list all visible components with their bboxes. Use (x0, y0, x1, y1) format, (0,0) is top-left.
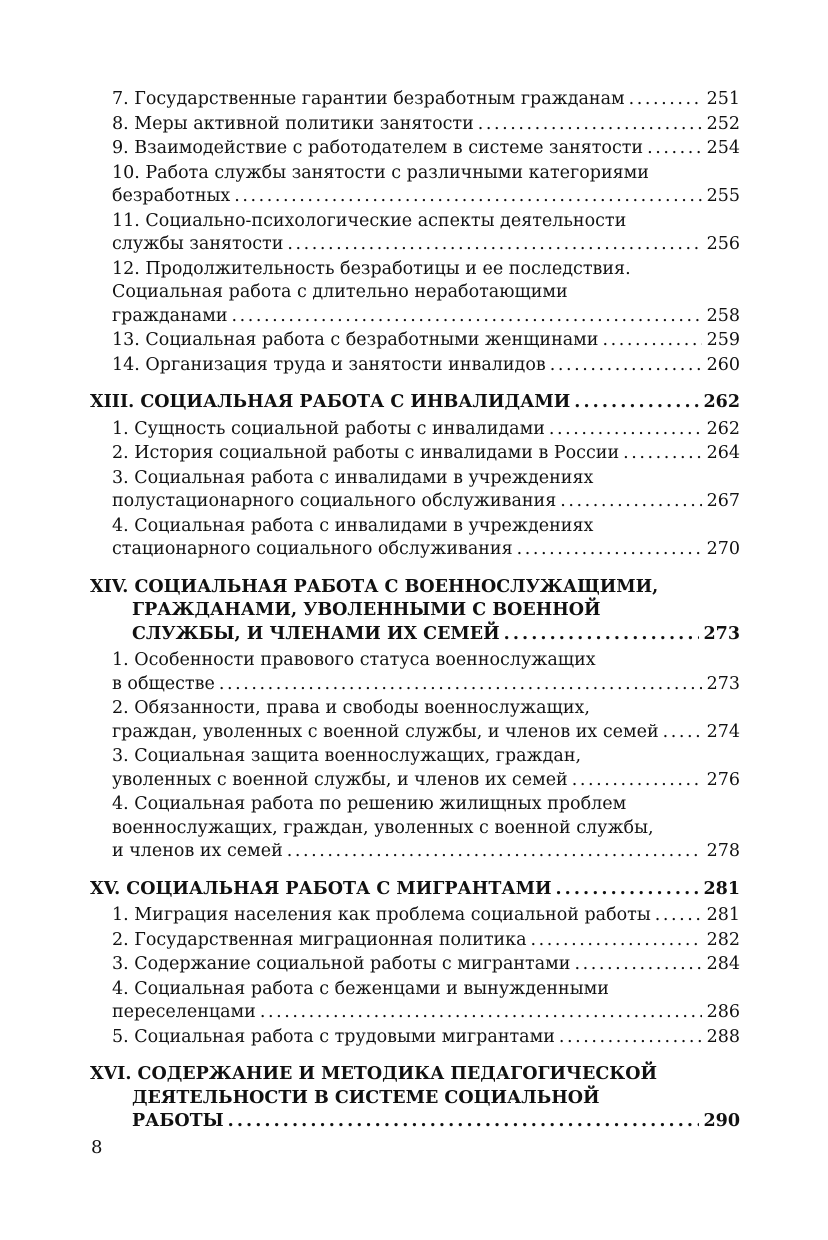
page-ref: 254 (706, 138, 740, 158)
toc-line (112, 1001, 740, 1025)
chapter-heading (90, 1063, 740, 1134)
toc-entry (90, 793, 740, 864)
dot-leader (549, 418, 702, 442)
dot-leader (478, 113, 702, 137)
dot-leader (228, 1110, 700, 1134)
toc-entry (90, 354, 740, 378)
toc-line (112, 929, 740, 953)
dot-leader (556, 878, 700, 902)
page-ref: 262 (706, 418, 740, 439)
dot-leader (232, 305, 703, 329)
dot-leader (260, 1001, 702, 1025)
toc-line (112, 490, 740, 514)
dot-leader (602, 329, 702, 353)
toc-line (112, 953, 740, 977)
toc-line (112, 137, 740, 161)
entry-title: XV. СОЦИАЛЬНАЯ РАБОТА С МИГРАНТАМИ (90, 878, 552, 899)
entry-title: 2. Государственная миграционная политика (112, 929, 527, 950)
toc-line (112, 113, 740, 137)
dot-leader (623, 442, 702, 466)
entry-title: 11. Социально-психологические аспекты деятельности (112, 210, 627, 231)
page-ref: 278 (706, 841, 740, 861)
toc-entry (90, 467, 740, 514)
dot-leader (663, 721, 702, 745)
entry-title: переселенцами (112, 1002, 256, 1022)
entry-title: стационарного социального обслуживания (112, 539, 513, 559)
toc-entry (90, 978, 740, 1025)
table-of-contents (90, 88, 740, 1148)
page-ref: 276 (706, 769, 740, 790)
toc-line (112, 185, 740, 209)
toc-line (112, 538, 740, 562)
page-ref: 281 (703, 878, 740, 899)
dot-leader (572, 769, 702, 793)
entry-title: в обществе (112, 673, 215, 694)
entry-title: 3. Содержание социальной работы с мигрантами (112, 954, 571, 974)
entry-title: 12. Продолжительность безработицы и ее последствия. (112, 258, 631, 279)
toc-line (90, 391, 740, 415)
toc-line (112, 721, 740, 745)
toc-entry (90, 162, 740, 209)
toc-line (112, 233, 740, 257)
toc-entry (90, 210, 740, 257)
entry-title: 1. Особенности правового статуса военнослужащих (112, 650, 596, 670)
dot-leader (504, 623, 700, 647)
page-ref: 274 (706, 721, 740, 742)
entry-title: 1. Сущность социальной работы с инвалидами (112, 418, 545, 439)
toc-entry (90, 745, 740, 792)
entry-title: 1. Миграция населения как проблема социальной работы (112, 905, 651, 925)
dot-leader (550, 354, 702, 378)
dot-leader (531, 929, 702, 953)
page-ref: 273 (706, 673, 740, 694)
chapter-heading (90, 576, 740, 647)
toc-entry (90, 649, 740, 696)
entry-title: 2. История социальной работы с инвалидами в России (112, 443, 620, 463)
entry-title: XIII. СОЦИАЛЬНАЯ РАБОТА С ИНВАЛИДАМИ (90, 392, 571, 412)
dot-leader (560, 490, 702, 514)
toc-entry (90, 929, 740, 953)
toc-entry (90, 1026, 740, 1050)
page-ref: 282 (706, 929, 740, 950)
entry-title: службы занятости (112, 234, 284, 254)
page-ref: 273 (703, 623, 740, 644)
entry-title: гражданами (112, 305, 228, 326)
page-ref: 288 (706, 1026, 740, 1047)
entry-title: 5. Социальная работа с трудовыми мигрантами (112, 1026, 555, 1047)
dot-leader (574, 953, 702, 977)
toc-line (112, 305, 740, 329)
entry-title: 4. Социальная работа с инвалидами в учреждениях (112, 515, 594, 536)
dot-leader (234, 185, 702, 209)
toc-entry (90, 258, 740, 329)
page-ref: 259 (706, 330, 740, 350)
toc-section (90, 88, 740, 377)
page-ref: 258 (706, 305, 740, 326)
toc-line (112, 840, 740, 864)
entry-title: 14. Организация труда и занятости инвалидов (112, 354, 546, 375)
toc-line (112, 769, 740, 793)
entry-title: 2. Обязанности, права и свободы военнослужащих, (112, 698, 590, 718)
toc-entry (90, 515, 740, 562)
entry-title: военнослужащих, граждан, уволенных с военной службы, (112, 817, 654, 838)
toc-chapter-chapter16 (90, 1063, 740, 1134)
toc-entry (90, 137, 740, 161)
toc-line (112, 354, 740, 378)
entry-title: Социальная работа с длительно неработающими (112, 282, 568, 302)
entry-title: РАБОТЫ (132, 1111, 224, 1131)
entry-title: 9. Взаимодействие с работодателем в системе занятости (112, 138, 644, 158)
toc-entry (90, 113, 740, 137)
entry-title: 4. Социальная работа по решению жилищных проблем (112, 794, 627, 814)
page-ref: 267 (706, 491, 740, 511)
toc-line (90, 878, 740, 902)
dot-leader (219, 673, 702, 697)
toc-entry (90, 697, 740, 744)
entry-title: 3. Социальная защита военнослужащих, граждан, (112, 746, 582, 766)
entry-title: 8. Меры активной политики занятости (112, 113, 474, 134)
entry-title: 4. Социальная работа с беженцами и вынужденными (112, 978, 609, 999)
entry-title: ДЕЯТЕЛЬНОСТИ В СИСТЕМЕ СОЦИАЛЬНОЙ (132, 1087, 600, 1108)
entry-title: ГРАЖДАНАМИ, УВОЛЕННЫМИ С ВОЕННОЙ (132, 600, 601, 620)
toc-entry (90, 953, 740, 977)
page-ref: 270 (706, 539, 740, 559)
page-ref: 290 (703, 1111, 740, 1131)
entry-title: СЛУЖБЫ, И ЧЛЕНАМИ ИХ СЕМЕЙ (132, 623, 500, 644)
toc-line (90, 1110, 740, 1134)
page-ref: 286 (706, 1002, 740, 1022)
dot-leader (629, 88, 702, 112)
toc-line (112, 418, 740, 442)
page-ref: 251 (706, 89, 740, 109)
toc-line (112, 88, 740, 112)
page-ref: 260 (706, 354, 740, 375)
page-ref: 264 (706, 443, 740, 463)
page-ref: 256 (706, 234, 740, 254)
toc-chapter-chapter14 (90, 576, 740, 864)
toc-entry (90, 88, 740, 112)
entry-title: XIV. СОЦИАЛЬНАЯ РАБОТА С ВОЕННОСЛУЖАЩИМИ, (90, 576, 659, 597)
toc-entry (90, 418, 740, 442)
page-ref: 252 (706, 113, 740, 134)
toc-chapter-chapter13 (90, 391, 740, 562)
toc-line (112, 1026, 740, 1050)
toc-line (112, 904, 740, 928)
toc-entry (90, 904, 740, 928)
toc-entry (90, 442, 740, 466)
toc-chapter-chapter15 (90, 878, 740, 1050)
entry-title: безработных (112, 186, 231, 206)
dot-leader (517, 538, 702, 562)
entry-title: XVI. СОДЕРЖАНИЕ И МЕТОДИКА ПЕДАГОГИЧЕСКОЙ (90, 1064, 657, 1084)
toc-line (112, 673, 740, 697)
page-number: 8 (91, 1137, 103, 1158)
page-ref: 262 (703, 392, 740, 412)
toc-entry (90, 329, 740, 353)
toc-line (112, 329, 740, 353)
dot-leader (655, 904, 702, 928)
entry-title: и членов их семей (112, 841, 283, 861)
entry-title: уволенных с военной службы, и членов их семей (112, 769, 568, 790)
page-ref: 281 (706, 905, 740, 925)
entry-title: 7. Государственные гарантии безработным гражданам (112, 89, 625, 109)
dot-leader (287, 840, 702, 864)
chapter-heading (90, 391, 740, 415)
dot-leader (574, 391, 699, 415)
entry-title: 13. Социальная работа с безработными женщинами (112, 330, 599, 350)
dot-leader (647, 137, 702, 161)
toc-line (112, 442, 740, 466)
page-ref: 255 (706, 186, 740, 206)
page-ref: 284 (706, 954, 740, 974)
entry-title: полустационарного социального обслуживания (112, 491, 557, 511)
chapter-heading (90, 878, 740, 902)
entry-title: граждан, уволенных с военной службы, и членов их семей (112, 721, 659, 742)
toc-line (90, 623, 740, 647)
dot-leader (287, 233, 702, 257)
entry-title: 10. Работа службы занятости с различными категориями (112, 162, 649, 183)
dot-leader (559, 1026, 702, 1050)
entry-title: 3. Социальная работа с инвалидами в учреждениях (112, 467, 594, 488)
